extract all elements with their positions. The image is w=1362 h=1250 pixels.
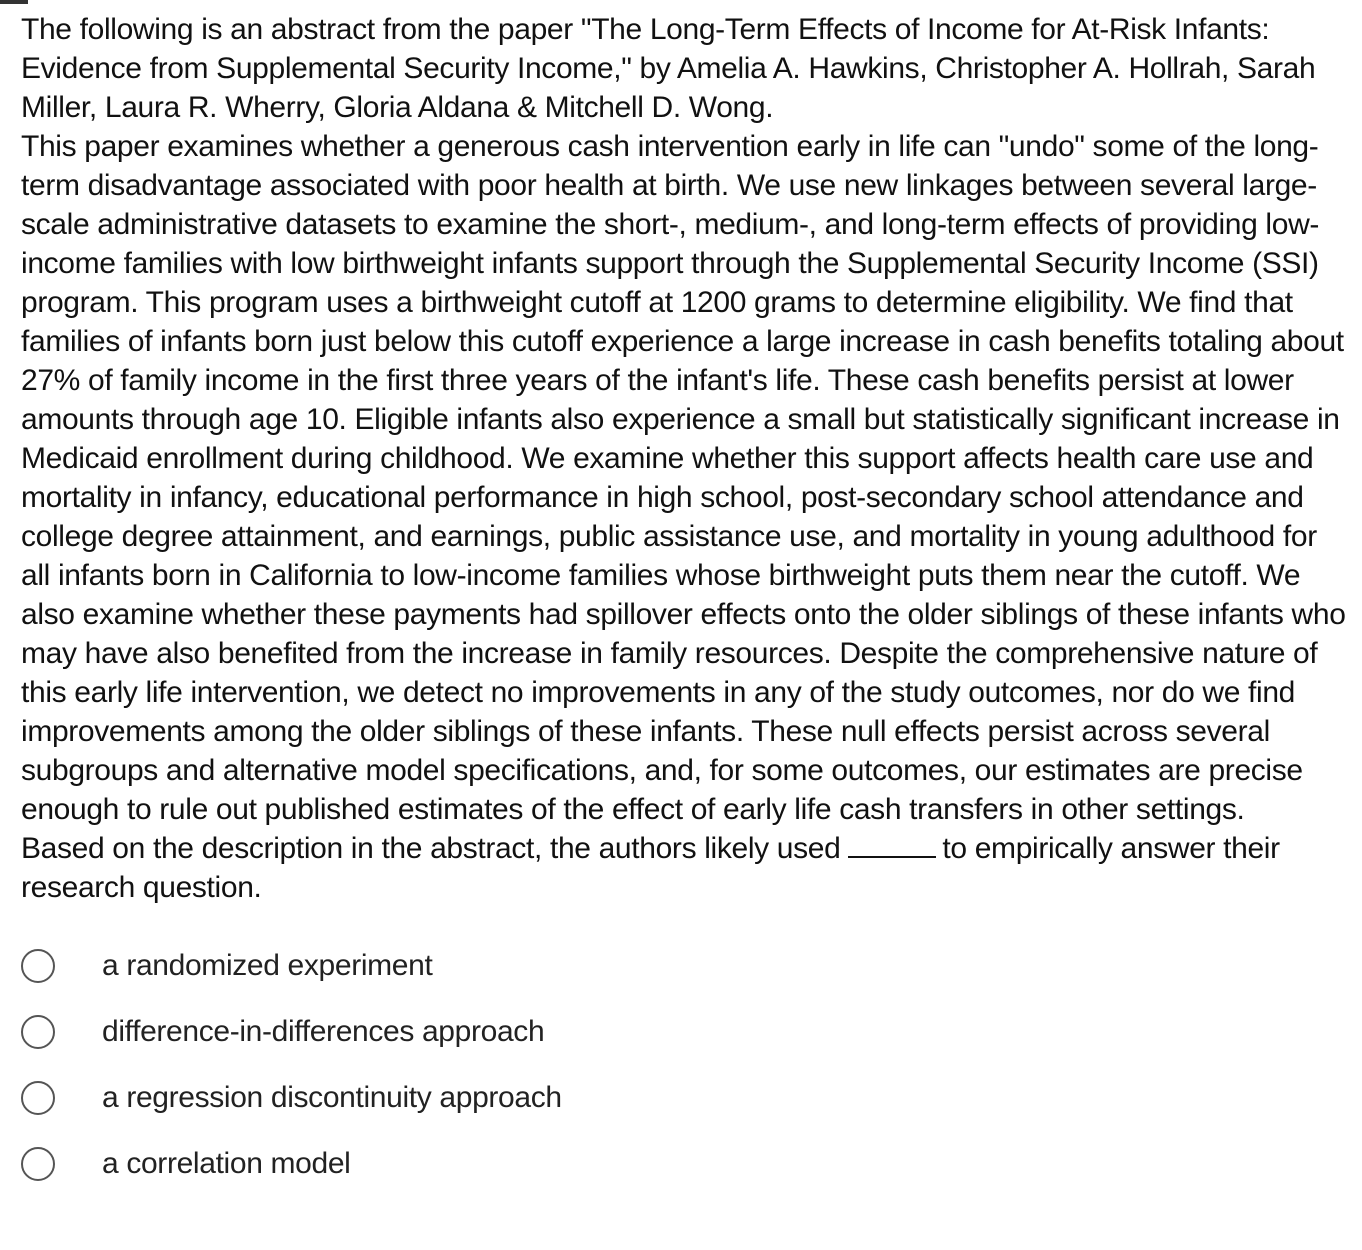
option-label: difference-in-differences approach	[102, 1015, 545, 1048]
option-correlation-model[interactable]	[21, 1131, 1351, 1197]
corner-mark	[0, 0, 28, 4]
radio-button[interactable]	[21, 1081, 55, 1115]
paper-intro: The following is an abstract from the paper "The Long-Term Effects of Income for At-Risk Infants: Evidence from Supplemental Security Income," by Amelia A. Hawkins, Christopher A. Hollrah, Sarah Miller, Laura R. Wherry, Gloria Aldana & Mitchell D. Wong.	[21, 13, 1316, 124]
option-difference-in-differences[interactable]	[21, 999, 1351, 1065]
option-label: a correlation model	[102, 1147, 351, 1180]
answer-blank	[848, 834, 936, 858]
question-after-blank: to empirically answer their research question.	[21, 832, 1280, 904]
question-container	[21, 10, 1351, 1213]
option-regression-discontinuity[interactable]	[21, 1065, 1351, 1131]
question-prompt	[21, 829, 1351, 907]
answer-options	[21, 933, 1351, 1197]
option-label: a regression discontinuity approach	[102, 1081, 562, 1114]
option-randomized-experiment[interactable]	[21, 933, 1351, 999]
abstract-text: This paper examines whether a generous cash intervention early in life can "undo" some of the long-term disadvantage associated with poor health at birth. We use new linkages between several large-scale administrative datasets to examine the short-, medium-, and long-term effects of providing low-income families with low birthweight infants support through the Supplemental Security Income (SSI) program. This program uses a birthweight cutoff at 1200 grams to determine eligibility. We find that families of infants born just below this cutoff experience a large increase in cash benefits totaling about 27% of family income in the first three years of the infant's life. These cash benefits persist at lower amounts through age 10. Eligible infants also experience a small but statistically significant increase in Medicaid enrollment during childhood. We examine whether this support affects health care use and mortality in infancy, educational performance in high school, post-secondary school attendance and college degree attainment, and earnings, public assistance use, and mortality in young adulthood for all infants born in California to low-income families whose birthweight puts them near the cutoff. We also examine whether these payments had spillover effects onto the older siblings of these infants who may have also benefited from the increase in family resources. Despite the comprehensive nature of this early life intervention, we detect no improvements in any of the study outcomes, nor do we find improvements among the older siblings of these infants. These null effects persist across several subgroups and alternative model specifications, and, for some outcomes, our estimates are precise enough to rule out published estimates of the effect of early life cash transfers in other settings.	[21, 130, 1346, 826]
radio-button[interactable]	[21, 1015, 55, 1049]
option-label: a randomized experiment	[102, 949, 433, 982]
question-before-blank: Based on the description in the abstract, the authors likely used	[21, 832, 841, 865]
radio-button[interactable]	[21, 949, 55, 983]
radio-button[interactable]	[21, 1147, 55, 1181]
